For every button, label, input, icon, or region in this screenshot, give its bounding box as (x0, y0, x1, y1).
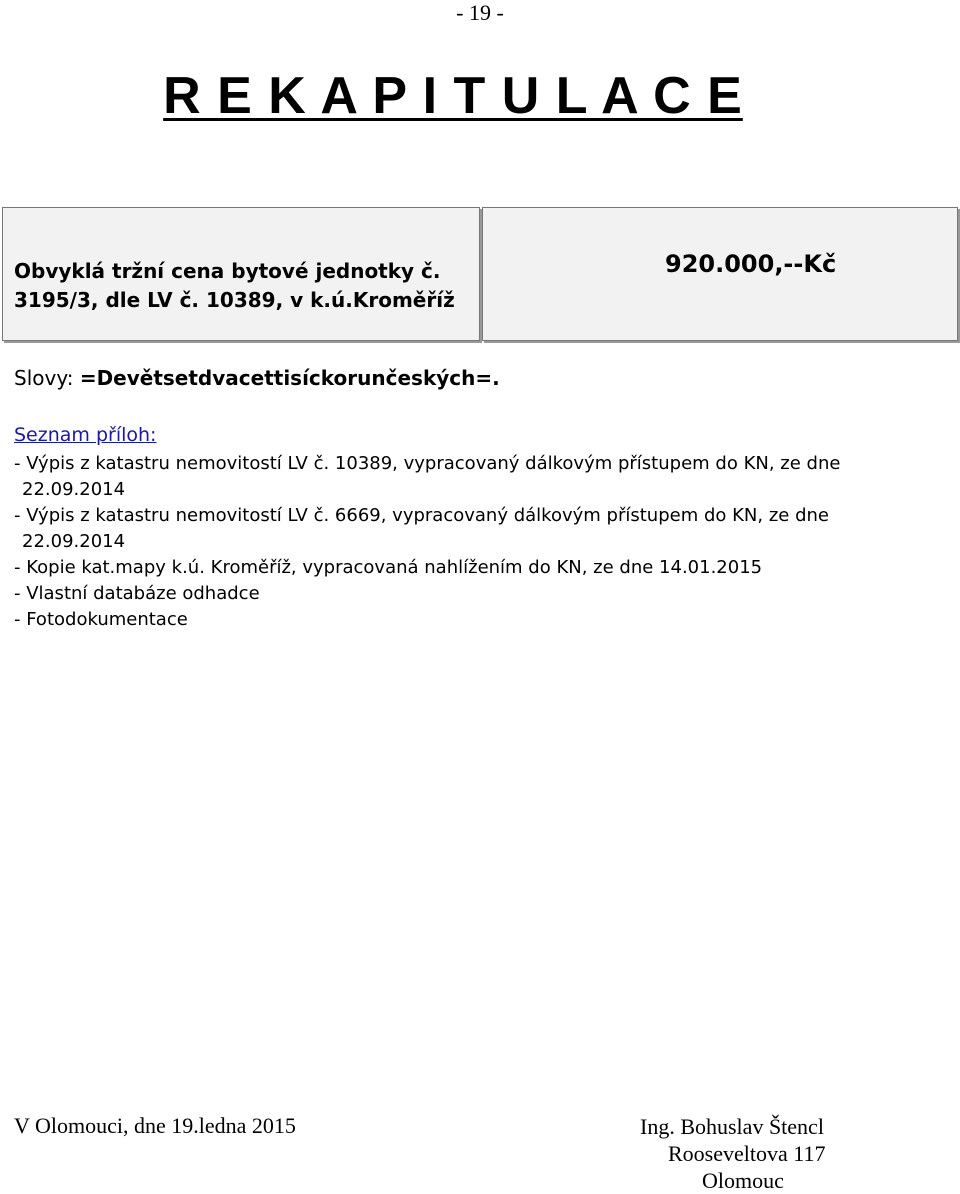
valuation-price: 920.000,--Kč (665, 250, 837, 278)
amount-in-words-value: =Devětsetdvacettisíckorunčeských=. (79, 366, 500, 390)
attachment-item: - Vlastní databáze odhadce (14, 583, 260, 604)
valuation-label-line1: Obvyklá tržní cena bytové jednotky č. (14, 259, 441, 283)
amount-in-words-prefix: Slovy: (14, 366, 80, 390)
author-block (640, 1113, 940, 1194)
attachments-heading: Seznam příloh: (14, 424, 157, 446)
attachment-item-date: 22.09.2014 (22, 531, 126, 552)
attachments-list (14, 451, 944, 633)
attachment-item: - Výpis z katastru nemovitostí LV č. 6669, vypracovaný dálkovým přístupem do KN, ze dne (14, 505, 829, 526)
author-name: Ing. Bohuslav Štencl (640, 1114, 824, 1139)
place-and-date: V Olomouci, dne 19.ledna 2015 (14, 1113, 296, 1138)
author-city: Olomouc (702, 1168, 784, 1193)
author-street: Rooseveltova 117 (668, 1141, 826, 1166)
attachment-item: - Výpis z katastru nemovitostí LV č. 10389, vypracovaný dálkovým přístupem do KN, ze dne (14, 453, 841, 474)
attachment-item: - Fotodokumentace (14, 609, 188, 630)
attachment-item: - Kopie kat.mapy k.ú. Kroměříž, vypracovaná nahlížením do KN, ze dne 14.01.2015 (14, 557, 763, 578)
valuation-label-line2: 3195/3, dle LV č. 10389, v k.ú.Kroměříž (14, 288, 455, 312)
attachment-item-date: 22.09.2014 (22, 479, 126, 500)
valuation-label (14, 257, 474, 315)
page-number: - 19 - (456, 0, 504, 25)
amount-in-words (14, 366, 500, 390)
page-title: R E K A P I T U L A C E (163, 67, 743, 125)
